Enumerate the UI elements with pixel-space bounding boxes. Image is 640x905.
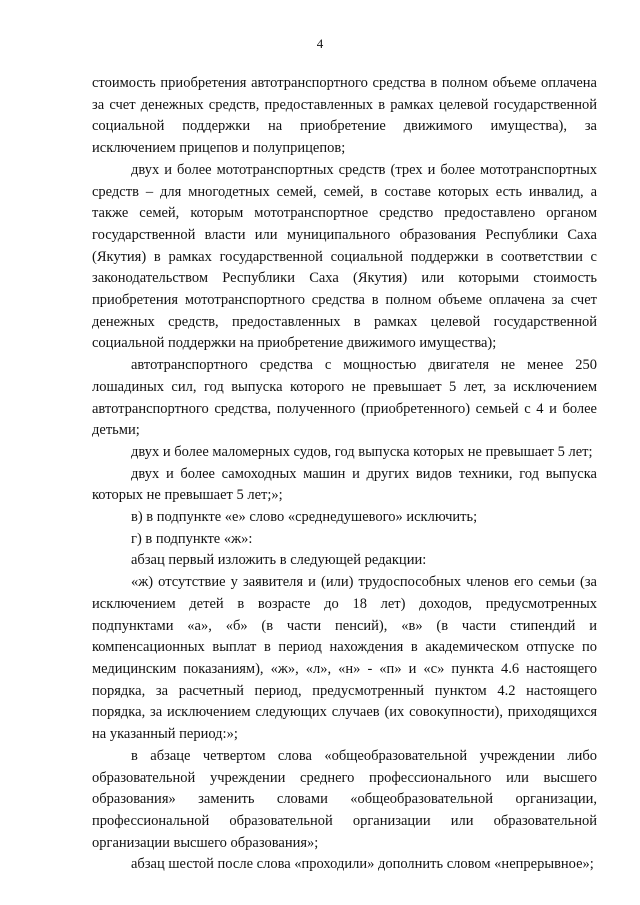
paragraph: «ж) отсутствие у заявителя и (или) трудоспособных членов его семьи (за исключением детей в возрасте до 18 лет) доходов, предусмотренных подпунктами «а», «б» (в части пенсий), «в» (в части стипендий и компенсационных выплат в период нахождения в академическом отпуске по медицинским показаниям), «ж», «л», «н» - «п» и «с» пункта 4.6 настоящего порядка, за расчетный период, предусмотренный пунктом 4.2 настоящего порядка, за исключением следующих случаев (их совокупности), приходящихся на указанный период:»; xyxy=(92,574,597,743)
paragraph: двух и более мототранспортных средств (трех и более мототранспортных средств – для многодетных семей, семей, в составе которых есть инвалид, а также семей, которым мототранспортное средство предоставлено органом государственной власти или муниципального образования Республики Саха (Якутия) в рамках государственной социальной поддержки в соответствии с законодательством Республики Саха (Якутия) или которыми стоимость приобретения мототранспортного средства в полном объеме оплачена за счет денежных средств, предоставленных в рамках целевой государственной социальной поддержки на приобретение движимого имущества); xyxy=(92,161,597,352)
paragraph: абзац шестой после слова «проходили» дополнить словом «непрерывное»; xyxy=(131,856,594,873)
paragraph: абзац первый изложить в следующей редакции: xyxy=(131,552,427,569)
paragraph: двух и более самоходных машин и других видов техники, год выпуска которых не превышает 5 лет;»; xyxy=(92,465,597,504)
paragraph: в) в подпункте «е» слово «среднедушевого» исключить; xyxy=(131,509,478,526)
document-body xyxy=(92,73,597,876)
paragraph: г) в подпункте «ж»: xyxy=(131,530,253,547)
page-number: 4 xyxy=(316,36,324,51)
paragraph: в абзаце четвертом слова «общеобразовательной учреждении либо образовательной учреждении среднего профессионального или высшего образования» заменить словами «общеобразовательной организации, профессиональной образовательной организации или образовательной организации высшего образования»; xyxy=(92,747,597,851)
paragraph: двух и более маломерных судов, год выпуска которых не превышает 5 лет; xyxy=(131,443,593,460)
paragraph: автотранспортного средства с мощностью двигателя не менее 250 лошадиных сил, год выпуска которого не превышает 5 лет, за исключением автотранспортного средства, полученного (приобретенного) семьей с 4 и более детьми; xyxy=(92,357,597,439)
paragraph: стоимость приобретения автотранспортного средства в полном объеме оплачена за счет денежных средств, предоставленных в рамках целевой государственной социальной поддержки на приобретение движимого имущества), за исключением прицепов и полуприцепов; xyxy=(92,75,597,157)
